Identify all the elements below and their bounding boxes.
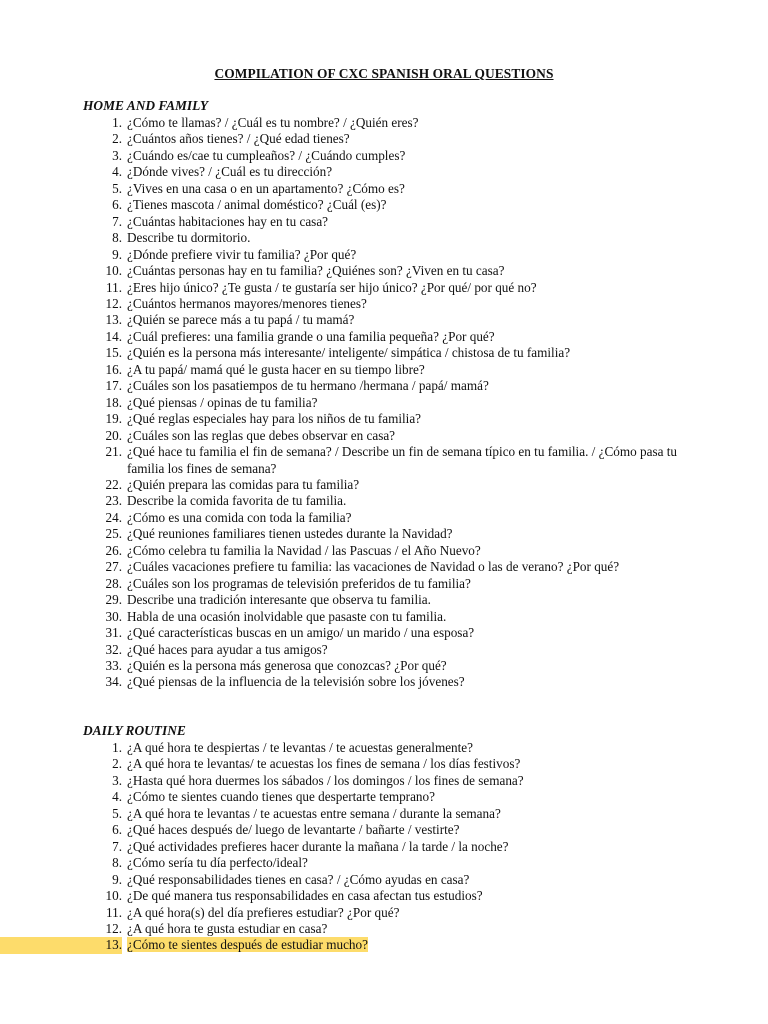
item-number: 20. <box>105 427 122 443</box>
item-text: ¿Quién es la persona más interesante/ inteligente/ simpática / chistosa de tu familia? <box>127 345 571 361</box>
item-text: ¿Qué haces para ayudar a tus amigos? <box>127 641 328 657</box>
item-text: ¿Qué responsabilidades tienes en casa? / ¿Cómo ayudas en casa? <box>127 871 470 887</box>
list-item <box>0 642 768 658</box>
list-item <box>0 592 768 608</box>
item-text: ¿Vives en una casa o en un apartamento? ¿Cómo es? <box>127 180 405 196</box>
item-text: ¿Qué reuniones familiares tienen ustedes durante la Navidad? <box>127 526 453 542</box>
item-number: 33. <box>105 657 122 673</box>
item-text: ¿A qué hora te levantas / te acuestas entre semana / durante la semana? <box>127 805 501 821</box>
list-item <box>0 773 768 789</box>
item-text: ¿Cuántas personas hay en tu familia? ¿Quiénes son? ¿Viven en tu casa? <box>127 263 505 279</box>
list-item <box>0 428 768 444</box>
list-item <box>0 444 768 477</box>
list-item <box>0 510 768 526</box>
question-list-daily-routine <box>0 740 768 954</box>
item-text: ¿Cómo te sientes después de estudiar mucho? <box>127 937 368 953</box>
section-heading-home-and-family: HOME AND FAMILY <box>83 98 209 113</box>
item-number: 27. <box>105 559 122 575</box>
list-item <box>0 576 768 592</box>
item-number: 1. <box>112 115 122 130</box>
item-number: 9. <box>112 871 122 887</box>
item-number: 3. <box>112 147 122 163</box>
item-text: Describe una tradición interesante que observa tu familia. <box>127 592 431 608</box>
list-item <box>0 839 768 855</box>
list-item <box>0 214 768 230</box>
item-number: 9. <box>112 246 122 262</box>
list-item <box>0 609 768 625</box>
list-item <box>0 197 768 213</box>
list-item <box>0 378 768 394</box>
item-text: ¿A qué hora te levantas/ te acuestas los fines de semana / los días festivos? <box>127 756 521 772</box>
item-text: ¿Cómo sería tu día perfecto/ideal? <box>127 855 308 871</box>
item-number: 14. <box>105 328 122 344</box>
list-item <box>0 312 768 328</box>
item-text: ¿Quién prepara las comidas para tu familia? <box>127 476 360 492</box>
item-number: 12. <box>105 295 122 311</box>
item-text: ¿De qué manera tus responsabilidades en casa afectan tus estudios? <box>127 888 483 904</box>
list-item <box>0 921 768 937</box>
list-item <box>0 181 768 197</box>
item-number: 7. <box>112 213 122 229</box>
item-number: 22. <box>105 476 122 492</box>
list-item <box>0 658 768 674</box>
item-number: 4. <box>112 164 122 180</box>
item-text: ¿Cuándo es/cae tu cumpleaños? / ¿Cuándo cumples? <box>127 147 406 163</box>
item-text: ¿A qué hora te gusta estudiar en casa? <box>127 920 328 936</box>
item-number: 28. <box>105 575 122 591</box>
item-text: ¿Tienes mascota / animal doméstico? ¿Cuál (es)? <box>127 197 387 213</box>
item-text: ¿Cuántos hermanos mayores/menores tienes? <box>127 295 367 311</box>
item-number: 11. <box>106 904 122 920</box>
item-text: ¿Hasta qué hora duermes los sábados / los domingos / los fines de semana? <box>127 772 524 788</box>
document-title: COMPILATION OF CXC SPANISH ORAL QUESTIONS <box>214 66 554 81</box>
item-text: ¿Dónde prefiere vivir tu familia? ¿Por qué? <box>127 246 357 262</box>
list-item <box>0 822 768 838</box>
item-text: ¿Dónde vives? / ¿Cuál es tu dirección? <box>127 164 333 180</box>
item-number: 8. <box>112 855 122 871</box>
item-number: 4. <box>112 789 122 805</box>
list-item <box>0 625 768 641</box>
item-number: 2. <box>112 131 122 147</box>
item-number: 12. <box>105 920 122 936</box>
item-number: 30. <box>105 608 122 624</box>
item-number: 13. <box>105 312 122 328</box>
item-number: 21. <box>105 444 122 460</box>
item-number: 31. <box>105 625 122 641</box>
item-text: ¿Quién es la persona más generosa que conozcas? ¿Por qué? <box>127 657 447 673</box>
item-number: 29. <box>105 592 122 608</box>
item-number: 8. <box>112 230 122 246</box>
item-text: ¿Qué hace tu familia el fin de semana? / Describe un fin de semana típico en tu familia. / ¿Cómo pasa tu familia los fines de semana? <box>127 444 678 476</box>
item-number: 2. <box>112 756 122 772</box>
item-number: 16. <box>105 361 122 377</box>
item-number: 25. <box>105 526 122 542</box>
section-heading-daily-routine: DAILY ROUTINE <box>83 723 186 738</box>
item-number: 7. <box>112 838 122 854</box>
item-number: 13. <box>0 937 122 953</box>
item-text: ¿A tu papá/ mamá qué le gusta hacer en su tiempo libre? <box>127 361 425 377</box>
list-item <box>0 329 768 345</box>
list-item <box>0 411 768 427</box>
list-item <box>0 148 768 164</box>
list-item <box>0 395 768 411</box>
item-number: 34. <box>105 674 122 690</box>
item-number: 10. <box>105 263 122 279</box>
list-item <box>0 559 768 575</box>
list-item-highlighted <box>0 937 768 953</box>
item-text: ¿Cómo es una comida con toda la familia? <box>127 509 352 525</box>
item-number: 24. <box>105 509 122 525</box>
item-number: 1. <box>112 740 122 755</box>
item-number: 5. <box>112 805 122 821</box>
item-number: 6. <box>112 822 122 838</box>
item-text: ¿Cuáles vacaciones prefiere tu familia: las vacaciones de Navidad o las de verano? ¿Por qué? <box>127 559 620 575</box>
item-text: Describe la comida favorita de tu familia. <box>127 493 347 509</box>
list-item <box>0 247 768 263</box>
item-number: 23. <box>105 493 122 509</box>
item-text: ¿Cómo celebra tu familia la Navidad / las Pascuas / el Año Nuevo? <box>127 542 481 558</box>
item-text: ¿Qué piensas de la influencia de la televisión sobre los jóvenes? <box>127 674 465 690</box>
item-number: 10. <box>105 888 122 904</box>
list-item <box>0 493 768 509</box>
item-number: 11. <box>106 279 122 295</box>
item-text: Describe tu dormitorio. <box>127 230 251 246</box>
list-item <box>0 164 768 180</box>
item-number: 26. <box>105 542 122 558</box>
list-item <box>0 345 768 361</box>
item-text: ¿Qué haces después de/ luego de levantarte / bañarte / vestirte? <box>127 822 460 838</box>
list-item <box>0 740 768 756</box>
list-item <box>0 280 768 296</box>
item-text: ¿Cuáles son los programas de televisión preferidos de tu familia? <box>127 575 471 591</box>
item-text: ¿Cómo te sientes cuando tienes que despertarte temprano? <box>127 789 435 805</box>
list-item <box>0 526 768 542</box>
item-text: ¿Qué actividades prefieres hacer durante la mañana / la tarde / la noche? <box>127 838 509 854</box>
list-item <box>0 855 768 871</box>
item-text: ¿Qué piensas / opinas de tu familia? <box>127 394 318 410</box>
list-item <box>0 872 768 888</box>
list-item <box>0 115 768 131</box>
item-text: ¿Eres hijo único? ¿Te gusta / te gustaría ser hijo único? ¿Por qué/ por qué no? <box>127 279 537 295</box>
list-item <box>0 905 768 921</box>
list-item <box>0 806 768 822</box>
list-item <box>0 789 768 805</box>
item-number: 6. <box>112 197 122 213</box>
item-text: ¿Cuántos años tienes? / ¿Qué edad tienes? <box>127 131 350 147</box>
list-item <box>0 230 768 246</box>
item-number: 17. <box>105 378 122 394</box>
item-text: ¿Cuáles son las reglas que debes observar en casa? <box>127 427 396 443</box>
item-number: 5. <box>112 180 122 196</box>
list-item <box>0 131 768 147</box>
item-text: Habla de una ocasión inolvidable que pasaste con tu familia. <box>127 608 447 624</box>
list-item <box>0 756 768 772</box>
item-text: ¿Quién se parece más a tu papá / tu mamá? <box>127 312 355 328</box>
item-text: ¿Cuántas habitaciones hay en tu casa? <box>127 213 329 229</box>
list-item <box>0 477 768 493</box>
item-text: ¿Qué características buscas en un amigo/ un marido / una esposa? <box>127 625 475 641</box>
list-item <box>0 296 768 312</box>
item-text: ¿A qué hora te despiertas / te levantas / te acuestas generalmente? <box>127 740 474 755</box>
list-item <box>0 543 768 559</box>
list-item <box>0 674 768 690</box>
item-text: ¿Qué reglas especiales hay para los niños de tu familia? <box>127 411 422 427</box>
list-item <box>0 362 768 378</box>
item-text: ¿A qué hora(s) del día prefieres estudiar? ¿Por qué? <box>127 904 400 920</box>
list-item <box>0 263 768 279</box>
item-number: 3. <box>112 772 122 788</box>
item-number: 32. <box>105 641 122 657</box>
question-list-home-and-family <box>0 115 768 691</box>
item-number: 19. <box>105 411 122 427</box>
item-text: ¿Cuál prefieres: una familia grande o una familia pequeña? ¿Por qué? <box>127 328 495 344</box>
item-number: 18. <box>105 394 122 410</box>
item-number: 15. <box>105 345 122 361</box>
item-text: ¿Cuáles son los pasatiempos de tu hermano /hermana / papá/ mamá? <box>127 378 489 394</box>
list-item <box>0 888 768 904</box>
item-text: ¿Cómo te llamas? / ¿Cuál es tu nombre? / ¿Quién eres? <box>127 115 419 130</box>
